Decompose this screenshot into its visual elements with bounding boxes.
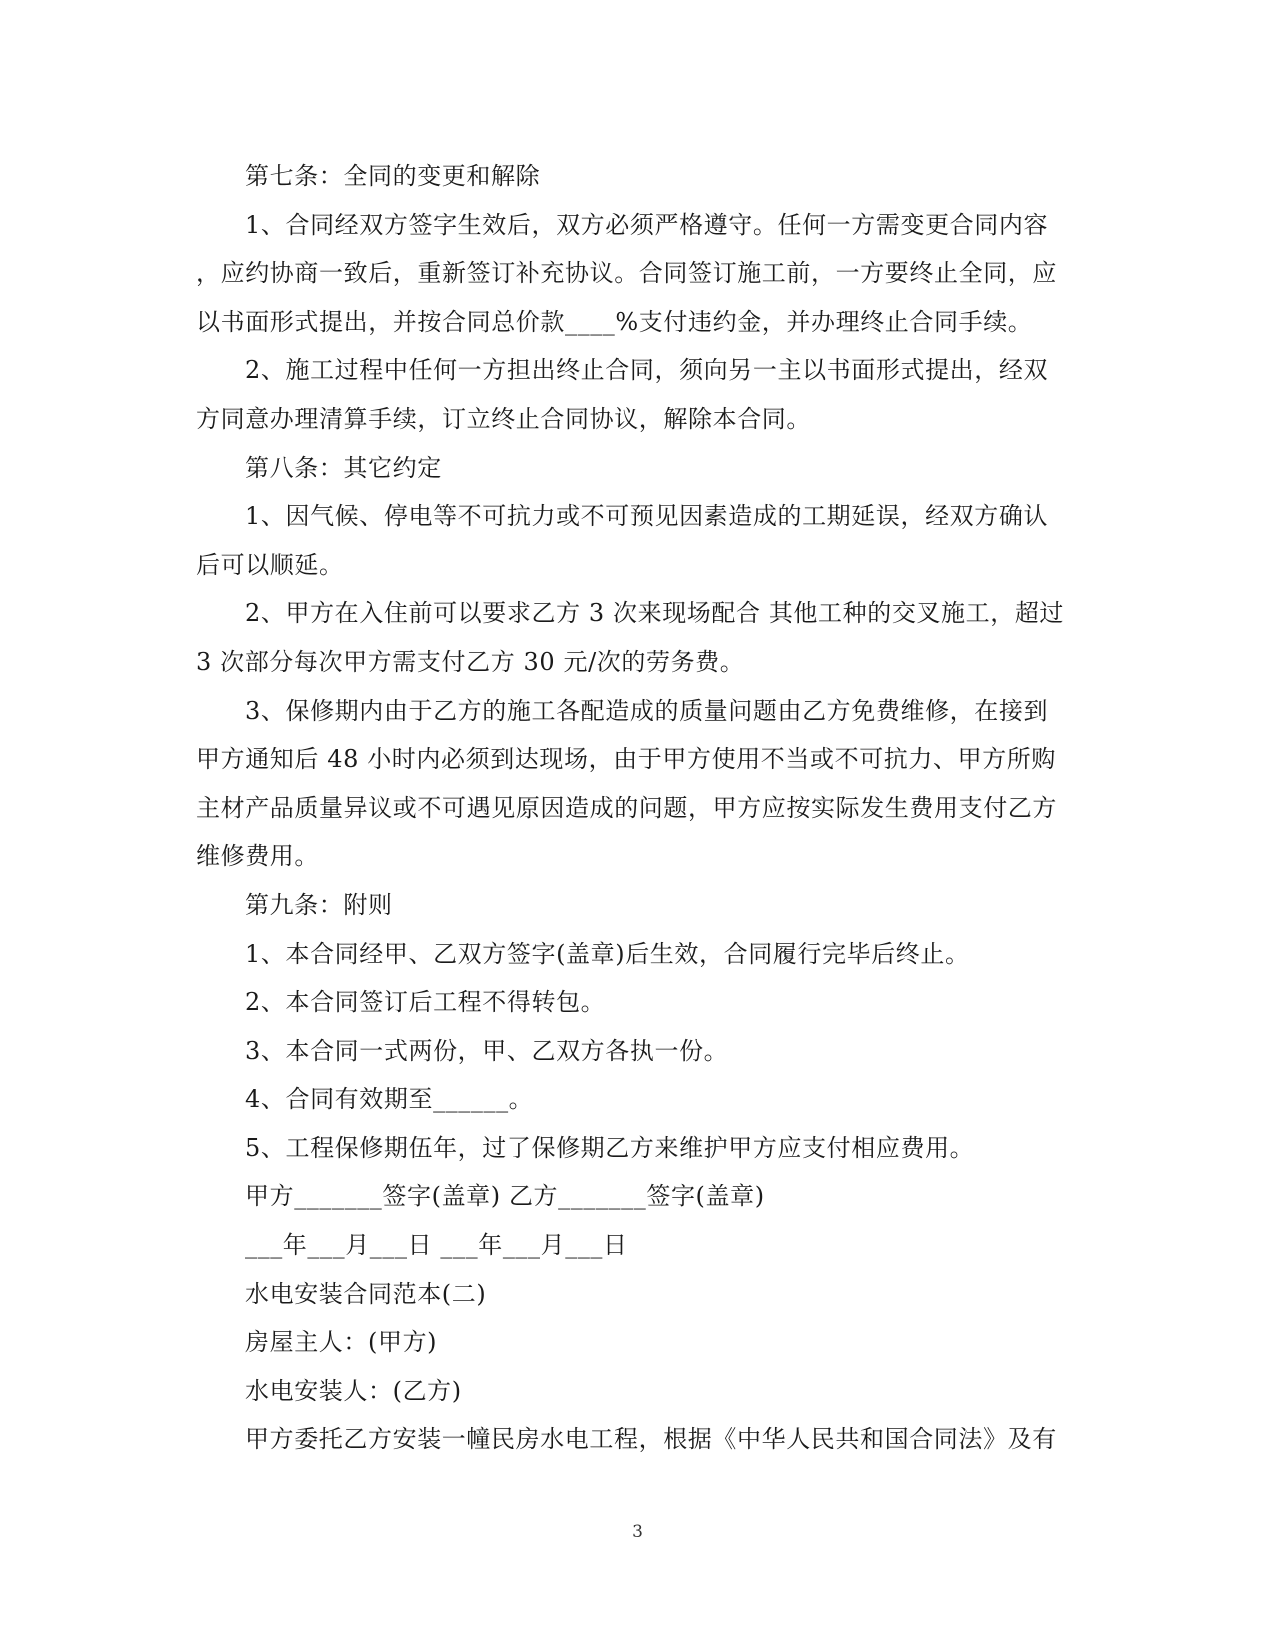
text-line: 1、因气候、停电等不可抗力或不可预见因素造成的工期延误，经双方确认: [245, 502, 1049, 531]
text-line: 第八条：其它约定: [245, 453, 442, 482]
text-line: 主材产品质量异议或不可遇见原因造成的问题，甲方应按实际发生费用支付乙方: [196, 793, 1057, 822]
page-number: 3: [632, 1522, 643, 1542]
text-line: 以书面形式提出，并按合同总价款____%支付违约金，并办理终止合同手续。: [196, 307, 1033, 336]
text-line: 第七条：全同的变更和解除: [245, 162, 541, 190]
text-line: 第九条：附则: [245, 890, 393, 919]
text-line: 3 次部分每次甲方需支付乙方 30 元/次的劳务费。: [196, 647, 745, 676]
text-line: 方同意办理清算手续，订立终止合同协议，解除本合同。: [196, 404, 811, 433]
text-line: 水电安装合同范本(二): [245, 1279, 487, 1308]
document-body: [196, 152, 1076, 1464]
text-line: 甲方通知后 48 小时内必须到达现场，由于甲方使用不当或不可抗力、甲方所购: [196, 745, 1056, 774]
text-line: ___年___月___日 ___年___月___日: [245, 1231, 628, 1260]
text-line: 甲方委托乙方安装一幢民房水电工程，根据《中华人民共和国合同法》及有: [245, 1425, 1057, 1454]
text-line: 4、合同有效期至______。: [245, 1085, 534, 1114]
text-line: 2、施工过程中任何一方担出终止合同，须向另一主以书面形式提出，经双: [245, 356, 1049, 385]
text-line: 维修费用。: [196, 842, 319, 871]
text-line: 后可以顺延。: [196, 550, 344, 579]
text-line: 2、甲方在入住前可以要求乙方 3 次来现场配合 其他工种的交叉施工，超过: [245, 599, 1065, 628]
text-line: 5、工程保修期伍年，过了保修期乙方来维护甲方应支付相应费用。: [245, 1133, 975, 1162]
text-line: 甲方_______签字(盖章) 乙方_______签字(盖章): [245, 1182, 765, 1211]
text-line: 房屋主人：(甲方): [245, 1328, 438, 1357]
text-line: 3、保修期内由于乙方的施工各配造成的质量问题由乙方免费维修，在接到: [245, 696, 1049, 725]
text-line: 1、合同经双方签字生效后，双方必须严格遵守。任何一方需变更合同内容: [245, 210, 1049, 239]
text-line: 1、本合同经甲、乙双方签字(盖章)后生效，合同履行完毕后终止。: [245, 939, 970, 968]
text-line: ，应约协商一致后，重新签订补充协议。合同签订施工前，一方要终止全同，应: [196, 259, 1057, 288]
text-line: 2、本合同签订后工程不得转包。: [245, 988, 606, 1017]
text-line: 3、本合同一式两份，甲、乙双方各执一份。: [245, 1036, 729, 1065]
text-line: 水电安装人：(乙方): [245, 1376, 462, 1405]
